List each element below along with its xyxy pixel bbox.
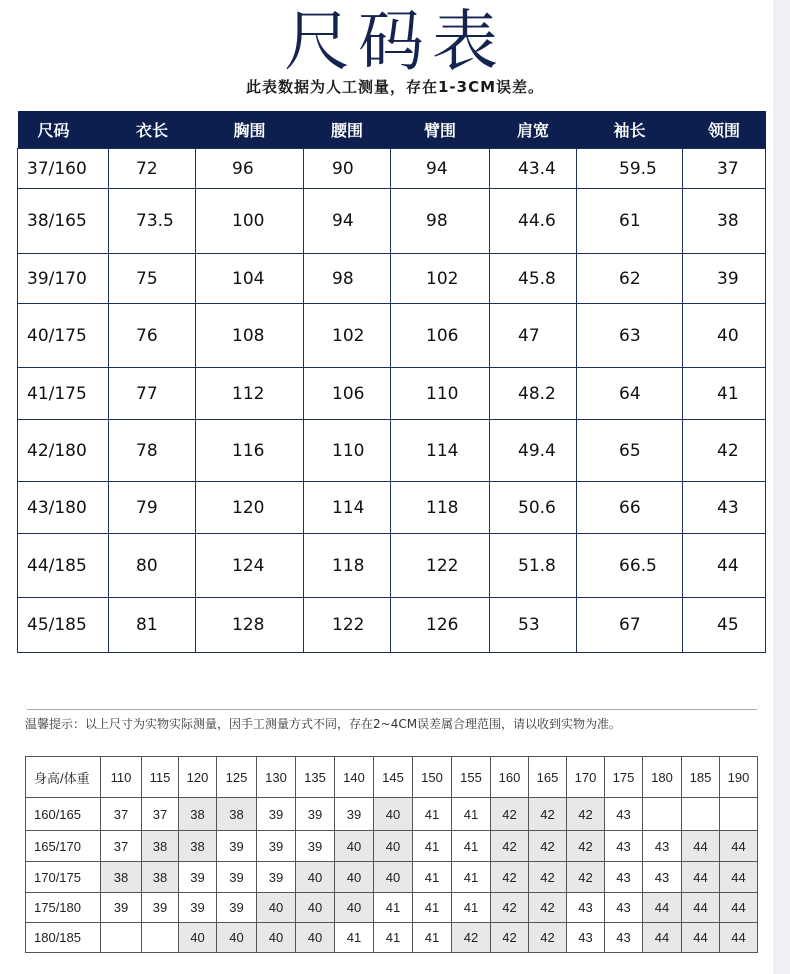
measurement-cell: 72 xyxy=(109,149,196,189)
measurement-cell: 106 xyxy=(304,368,391,420)
collar-size-cell: 40 xyxy=(335,893,374,923)
measurement-cell: 100 xyxy=(196,189,304,254)
measurement-cell: 67 xyxy=(577,598,683,653)
measurement-cell: 106 xyxy=(391,304,490,368)
collar-size-cell: 44 xyxy=(643,923,682,953)
collar-size-cell: 39 xyxy=(296,831,335,862)
measurement-cell: 114 xyxy=(304,482,391,534)
collar-size-cell: 40 xyxy=(179,923,217,953)
measurement-cell: 38 xyxy=(683,189,766,254)
collar-size-cell: 39 xyxy=(101,893,142,923)
measurement-cell: 128 xyxy=(196,598,304,653)
measurement-cell: 44 xyxy=(683,534,766,598)
header-length: 衣长 xyxy=(109,111,196,149)
header-collar: 领围 xyxy=(683,111,766,149)
measurement-cell: 75 xyxy=(109,254,196,304)
measurement-cell: 98 xyxy=(304,254,391,304)
collar-size-cell: 41 xyxy=(452,831,491,862)
collar-size-cell xyxy=(142,923,179,953)
measurement-cell: 110 xyxy=(391,368,490,420)
measurement-cell: 44.6 xyxy=(490,189,577,254)
weight-header: 135 xyxy=(296,757,335,798)
page-title: 尺码表 xyxy=(284,3,506,80)
size-table-header xyxy=(18,111,766,149)
measurement-cell: 102 xyxy=(304,304,391,368)
collar-size-cell: 44 xyxy=(720,831,758,862)
height-label: 180/185 xyxy=(26,923,101,953)
measurement-cell: 49.4 xyxy=(490,420,577,482)
measurement-cell: 122 xyxy=(304,598,391,653)
page-subtitle: 此表数据为人工测量，存在1-3CM误差。 xyxy=(245,78,545,96)
collar-size-cell: 40 xyxy=(257,893,296,923)
collar-size-cell: 42 xyxy=(529,923,567,953)
collar-size-cell: 39 xyxy=(217,831,257,862)
collar-size-cell: 42 xyxy=(529,862,567,893)
collar-size-cell: 40 xyxy=(374,831,413,862)
weight-header: 165 xyxy=(529,757,567,798)
measurement-cell: 50.6 xyxy=(490,482,577,534)
collar-size-cell: 38 xyxy=(101,862,142,893)
measurement-cell: 43.4 xyxy=(490,149,577,189)
collar-size-cell: 44 xyxy=(720,862,758,893)
weight-header: 150 xyxy=(413,757,452,798)
collar-size-cell xyxy=(720,798,758,831)
fit-table-row xyxy=(26,862,758,893)
collar-size-cell: 37 xyxy=(101,831,142,862)
measurement-cell: 104 xyxy=(196,254,304,304)
measurement-cell: 124 xyxy=(196,534,304,598)
collar-size-cell: 39 xyxy=(217,862,257,893)
collar-size-cell: 43 xyxy=(605,893,643,923)
fit-table-header xyxy=(26,757,758,798)
collar-size-cell: 39 xyxy=(257,831,296,862)
measurement-cell: 48.2 xyxy=(490,368,577,420)
measurement-cell: 64 xyxy=(577,368,683,420)
size-cell: 42/180 xyxy=(18,420,109,482)
height-label: 160/165 xyxy=(26,798,101,831)
measurement-cell: 76 xyxy=(109,304,196,368)
measurement-cell: 51.8 xyxy=(490,534,577,598)
weight-header: 145 xyxy=(374,757,413,798)
measurement-cell: 118 xyxy=(391,482,490,534)
measurement-cell: 78 xyxy=(109,420,196,482)
collar-size-cell: 42 xyxy=(529,798,567,831)
collar-size-cell: 39 xyxy=(296,798,335,831)
collar-size-cell: 38 xyxy=(142,831,179,862)
fit-table-row xyxy=(26,831,758,862)
measurement-cell: 77 xyxy=(109,368,196,420)
measurement-cell: 39 xyxy=(683,254,766,304)
measurement-cell: 90 xyxy=(304,149,391,189)
collar-size-cell: 43 xyxy=(567,893,605,923)
collar-size-cell: 41 xyxy=(413,923,452,953)
collar-size-cell: 38 xyxy=(142,862,179,893)
weight-header: 130 xyxy=(257,757,296,798)
weight-header: 110 xyxy=(101,757,142,798)
collar-size-cell: 42 xyxy=(491,923,529,953)
collar-size-cell: 38 xyxy=(179,831,217,862)
collar-size-cell: 40 xyxy=(335,862,374,893)
measurement-cell: 118 xyxy=(304,534,391,598)
height-label: 175/180 xyxy=(26,893,101,923)
collar-size-cell: 40 xyxy=(217,923,257,953)
measurement-cell: 63 xyxy=(577,304,683,368)
collar-size-cell: 38 xyxy=(217,798,257,831)
collar-size-cell: 44 xyxy=(720,923,758,953)
measurement-cell: 41 xyxy=(683,368,766,420)
header-sleeve: 袖长 xyxy=(577,111,683,149)
size-cell: 44/185 xyxy=(18,534,109,598)
collar-size-cell: 41 xyxy=(413,798,452,831)
collar-size-cell: 37 xyxy=(142,798,179,831)
size-table-row xyxy=(18,254,766,304)
collar-size-cell: 42 xyxy=(491,798,529,831)
header-size: 尺码 xyxy=(18,111,109,149)
collar-size-cell: 41 xyxy=(413,893,452,923)
collar-size-cell: 42 xyxy=(491,893,529,923)
fit-table-row xyxy=(26,893,758,923)
weight-header: 180 xyxy=(643,757,682,798)
fit-table-row xyxy=(26,798,758,831)
measurement-cell: 116 xyxy=(196,420,304,482)
collar-size-cell xyxy=(101,923,142,953)
size-table xyxy=(17,111,766,653)
collar-size-cell: 42 xyxy=(529,893,567,923)
measurement-cell: 62 xyxy=(577,254,683,304)
size-cell: 39/170 xyxy=(18,254,109,304)
collar-size-cell: 39 xyxy=(142,893,179,923)
size-table-row xyxy=(18,368,766,420)
collar-size-cell: 43 xyxy=(605,831,643,862)
measurement-cell: 47 xyxy=(490,304,577,368)
measurement-cell: 120 xyxy=(196,482,304,534)
divider xyxy=(27,709,757,710)
collar-size-cell: 42 xyxy=(567,798,605,831)
measurement-cell: 110 xyxy=(304,420,391,482)
measurement-cell: 114 xyxy=(391,420,490,482)
collar-size-cell: 40 xyxy=(296,862,335,893)
weight-header: 115 xyxy=(142,757,179,798)
collar-size-cell: 43 xyxy=(643,862,682,893)
measurement-cell: 80 xyxy=(109,534,196,598)
collar-size-cell: 39 xyxy=(257,862,296,893)
measurement-cell: 37 xyxy=(683,149,766,189)
weight-header: 120 xyxy=(179,757,217,798)
measurement-cell: 96 xyxy=(196,149,304,189)
measurement-cell: 79 xyxy=(109,482,196,534)
collar-size-cell: 39 xyxy=(179,893,217,923)
header-shoulder: 肩宽 xyxy=(490,111,577,149)
measurement-cell: 102 xyxy=(391,254,490,304)
measurement-cell: 59.5 xyxy=(577,149,683,189)
collar-size-cell: 40 xyxy=(257,923,296,953)
measurement-cell: 94 xyxy=(391,149,490,189)
collar-size-cell: 42 xyxy=(491,831,529,862)
collar-size-cell: 40 xyxy=(335,831,374,862)
measurement-cell: 98 xyxy=(391,189,490,254)
collar-size-cell: 39 xyxy=(257,798,296,831)
collar-size-cell: 41 xyxy=(335,923,374,953)
size-table-row xyxy=(18,598,766,653)
size-cell: 37/160 xyxy=(18,149,109,189)
weight-header: 125 xyxy=(217,757,257,798)
collar-size-cell xyxy=(682,798,720,831)
collar-size-cell: 41 xyxy=(413,831,452,862)
measurement-cell: 94 xyxy=(304,189,391,254)
collar-size-cell: 43 xyxy=(567,923,605,953)
measurement-cell: 66 xyxy=(577,482,683,534)
size-cell: 41/175 xyxy=(18,368,109,420)
weight-header: 155 xyxy=(452,757,491,798)
size-cell: 38/165 xyxy=(18,189,109,254)
collar-size-cell: 44 xyxy=(682,831,720,862)
measurement-cell: 53 xyxy=(490,598,577,653)
size-cell: 40/175 xyxy=(18,304,109,368)
collar-size-cell: 40 xyxy=(374,862,413,893)
collar-size-cell: 39 xyxy=(335,798,374,831)
measurement-cell: 108 xyxy=(196,304,304,368)
measurement-cell: 45.8 xyxy=(490,254,577,304)
header-chest: 胸围 xyxy=(196,111,304,149)
collar-size-cell xyxy=(643,798,682,831)
collar-size-cell: 43 xyxy=(605,862,643,893)
collar-size-cell: 44 xyxy=(682,923,720,953)
weight-header: 160 xyxy=(491,757,529,798)
collar-size-cell: 41 xyxy=(452,862,491,893)
weight-header: 185 xyxy=(682,757,720,798)
collar-size-cell: 41 xyxy=(452,893,491,923)
weight-header: 140 xyxy=(335,757,374,798)
weight-header: 170 xyxy=(567,757,605,798)
collar-size-cell: 44 xyxy=(720,893,758,923)
collar-size-cell: 41 xyxy=(452,798,491,831)
fit-table xyxy=(25,756,758,953)
height-label: 170/175 xyxy=(26,862,101,893)
size-table-row xyxy=(18,149,766,189)
size-table-row xyxy=(18,534,766,598)
size-cell: 45/185 xyxy=(18,598,109,653)
collar-size-cell: 42 xyxy=(529,831,567,862)
collar-size-cell: 38 xyxy=(179,798,217,831)
size-table-row xyxy=(18,420,766,482)
weight-header: 175 xyxy=(605,757,643,798)
collar-size-cell: 41 xyxy=(374,893,413,923)
measurement-cell: 40 xyxy=(683,304,766,368)
size-cell: 43/180 xyxy=(18,482,109,534)
collar-size-cell: 39 xyxy=(179,862,217,893)
collar-size-cell: 42 xyxy=(567,831,605,862)
measurement-cell: 122 xyxy=(391,534,490,598)
measurement-cell: 73.5 xyxy=(109,189,196,254)
collar-size-cell: 43 xyxy=(643,831,682,862)
fit-table-corner: 身高/体重 xyxy=(26,757,101,798)
measurement-cell: 66.5 xyxy=(577,534,683,598)
header-arm: 臂围 xyxy=(391,111,490,149)
size-table-row xyxy=(18,482,766,534)
collar-size-cell: 43 xyxy=(605,798,643,831)
page-margin-strip xyxy=(773,0,790,974)
collar-size-cell: 44 xyxy=(682,893,720,923)
collar-size-cell: 41 xyxy=(374,923,413,953)
collar-size-cell: 43 xyxy=(605,923,643,953)
header-waist: 腰围 xyxy=(304,111,391,149)
collar-size-cell: 44 xyxy=(643,893,682,923)
measurement-cell: 126 xyxy=(391,598,490,653)
collar-size-cell: 40 xyxy=(296,893,335,923)
measurement-tip: 温馨提示：以上尺寸为实物实际测量，因手工测量方式不同，存在2~4CM误差属合理范围，请以收到实物为准。 xyxy=(25,717,622,731)
measurement-cell: 81 xyxy=(109,598,196,653)
collar-size-cell: 42 xyxy=(452,923,491,953)
measurement-cell: 65 xyxy=(577,420,683,482)
measurement-cell: 43 xyxy=(683,482,766,534)
collar-size-cell: 44 xyxy=(682,862,720,893)
collar-size-cell: 42 xyxy=(567,862,605,893)
size-table-row xyxy=(18,189,766,254)
height-label: 165/170 xyxy=(26,831,101,862)
measurement-cell: 45 xyxy=(683,598,766,653)
measurement-cell: 61 xyxy=(577,189,683,254)
collar-size-cell: 40 xyxy=(296,923,335,953)
collar-size-cell: 42 xyxy=(491,862,529,893)
collar-size-cell: 41 xyxy=(413,862,452,893)
weight-header: 190 xyxy=(720,757,758,798)
measurement-cell: 112 xyxy=(196,368,304,420)
size-table-row xyxy=(18,304,766,368)
measurement-cell: 42 xyxy=(683,420,766,482)
collar-size-cell: 39 xyxy=(217,893,257,923)
collar-size-cell: 40 xyxy=(374,798,413,831)
collar-size-cell: 37 xyxy=(101,798,142,831)
fit-table-row xyxy=(26,923,758,953)
